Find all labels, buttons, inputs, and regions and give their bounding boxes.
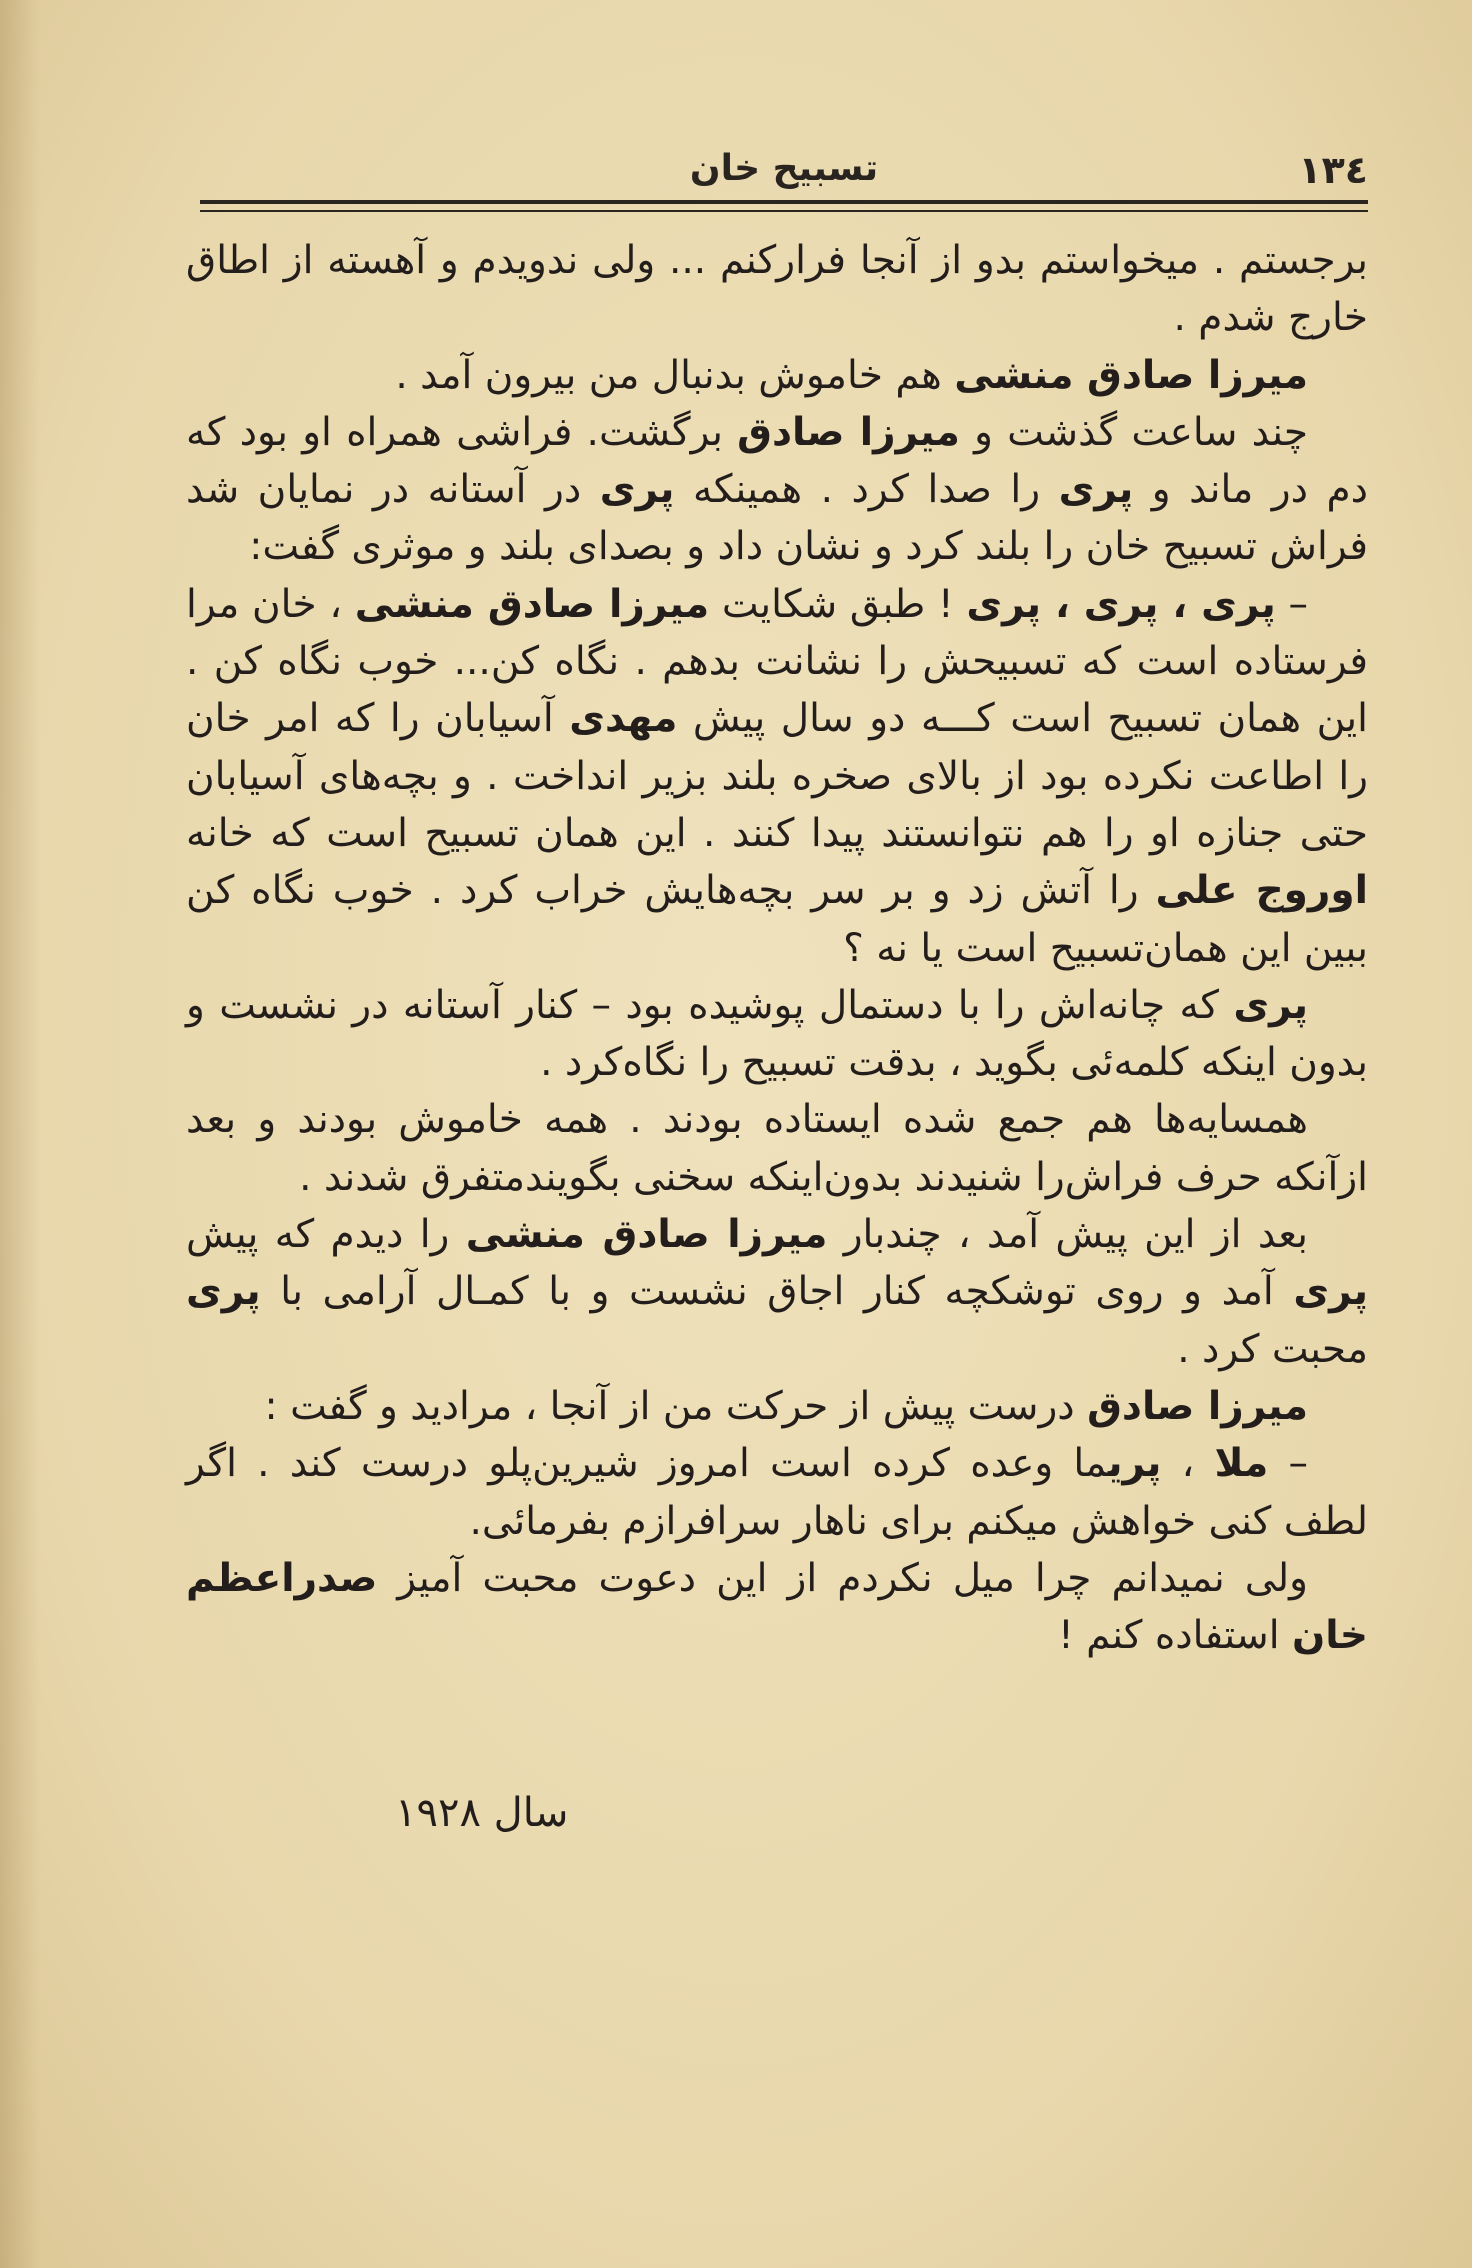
text-run: برجستم . میخواستم بدو از آنجا فرارکنم ... ولی ندویدم و آهسته از اطاق خارج شدم .: [186, 238, 1368, 341]
paragraph: [186, 1378, 1368, 1435]
bold-name: صدراعظم خان: [186, 1555, 1368, 1659]
text-run: آمد و روی توشکچه کنار اجاق نشست و با کمـال آرامی با: [260, 1269, 1294, 1315]
text-run: ! طبق شکایت: [709, 581, 967, 627]
paragraph: [186, 347, 1368, 404]
paragraph: [186, 1091, 1368, 1206]
paragraph: [186, 232, 1368, 347]
bold-name: پری: [1293, 1269, 1368, 1315]
paragraph: [186, 1206, 1368, 1378]
text-run: در آستانه در نمایان شد فراش تسبیح خان را بلند کرد و نشان داد و بصدای بلند و موثری گفت:: [186, 467, 1368, 570]
date-signature: سال ١٩٢٨: [395, 1790, 569, 1836]
bold-name: مهدی: [569, 696, 678, 742]
bold-name: پری ، پری ، پری: [966, 581, 1276, 627]
paragraph: [186, 404, 1368, 576]
paragraph: [186, 1550, 1368, 1665]
header-rule: [200, 200, 1368, 204]
text-run: را صدا کرد . همینکه: [674, 467, 1059, 513]
bold-name: میرزا صادق منشی: [954, 352, 1308, 398]
bold-name: میرزا صادق: [1087, 1383, 1308, 1429]
bold-name: میرزا صادق منشی: [465, 1212, 828, 1258]
text-run: همسایه‌ها هم جمع شده ایستاده بودند . همه خاموش بودند و بعد ازآنکه حرف فراش‌را شنیدند بدون‌اینکه سخنی بگویندمتفرق شدند .: [186, 1097, 1368, 1200]
bold-name: پری: [1107, 1441, 1162, 1487]
text-run: را دیدم که پیش: [186, 1212, 466, 1258]
bold-name: پری: [1058, 467, 1134, 513]
text-run: ما وعده کرده است امروز شیرین‌پلو درست کند . اگر لطف کنی خواهش میکنم برای ناهار سرافرازم بفرمائی.: [186, 1441, 1368, 1544]
paragraph: [186, 1435, 1368, 1550]
text-run: درست پیش از حرکت من از آنجا ، مرادید و گفت :: [264, 1383, 1088, 1429]
bold-name: میرزا صادق منشی: [354, 581, 710, 627]
bold-name: پری: [1233, 982, 1308, 1028]
text-run: هم خاموش بدنبال من بیرون آمد .: [395, 352, 955, 398]
text-run: ،: [1161, 1441, 1215, 1487]
text-run: که چانه‌اش را با دستمال پوشیده بود – کنار آستانه در نشست و بدون اینکه کلمه‌ئی بگوید ، بدقت تسبیح را نگاه‌کرد .: [186, 982, 1368, 1086]
bold-name: پری: [186, 1269, 261, 1315]
text-run: چند ساعت گذشت و: [959, 409, 1308, 455]
text-run: محبت کرد .: [1177, 1326, 1368, 1372]
paragraph: [186, 977, 1368, 1092]
bold-name: میرزا صادق: [737, 409, 960, 455]
bold-name: پری: [599, 467, 675, 513]
page-number: ١٣٤: [1298, 148, 1368, 192]
header-rule-thin: [200, 210, 1368, 212]
page-edge-shadow: [0, 0, 40, 2268]
bold-name: ملا: [1214, 1441, 1269, 1487]
body-text: [186, 232, 1368, 1664]
running-title: تسبیح خان: [689, 148, 879, 189]
bold-name: اوروج علی: [1155, 868, 1368, 914]
paragraph: [186, 576, 1368, 977]
text-run: –: [1268, 1441, 1308, 1487]
text-run: بعد از این پیش آمد ، چندبار: [827, 1212, 1308, 1258]
text-run: آسیابان را که امر خان را اطاعت نکرده بود از بالای صخره بلند بزیر انداخت . و بچه‌های آسیابان حتی جنازه او را هم نتوانستند پیدا کنند . این همان تسبیح است که خانه: [186, 696, 1368, 856]
text-run: –: [1275, 581, 1308, 627]
text-run: ولی نمیدانم چرا میل نکردم از این دعوت محبت آمیز: [377, 1555, 1308, 1601]
text-run: استفاده کنم !: [1058, 1613, 1292, 1659]
text-run: ، خان مرا فرستاده است که تسبیحش را نشانت بدهم . نگاه کن... خوب نگاه کن . این همان تسبیح است کـــه دو سال پیش: [186, 581, 1368, 742]
text-run: را آتش زد و بر سر بچه‌هایش خراب کرد . خوب نگاه کن ببین این همان‌تسبیح است یا نه ؟: [186, 868, 1368, 971]
text-run: برگشت. فراشی همراه او بود که دم در ماند و: [186, 409, 1369, 513]
